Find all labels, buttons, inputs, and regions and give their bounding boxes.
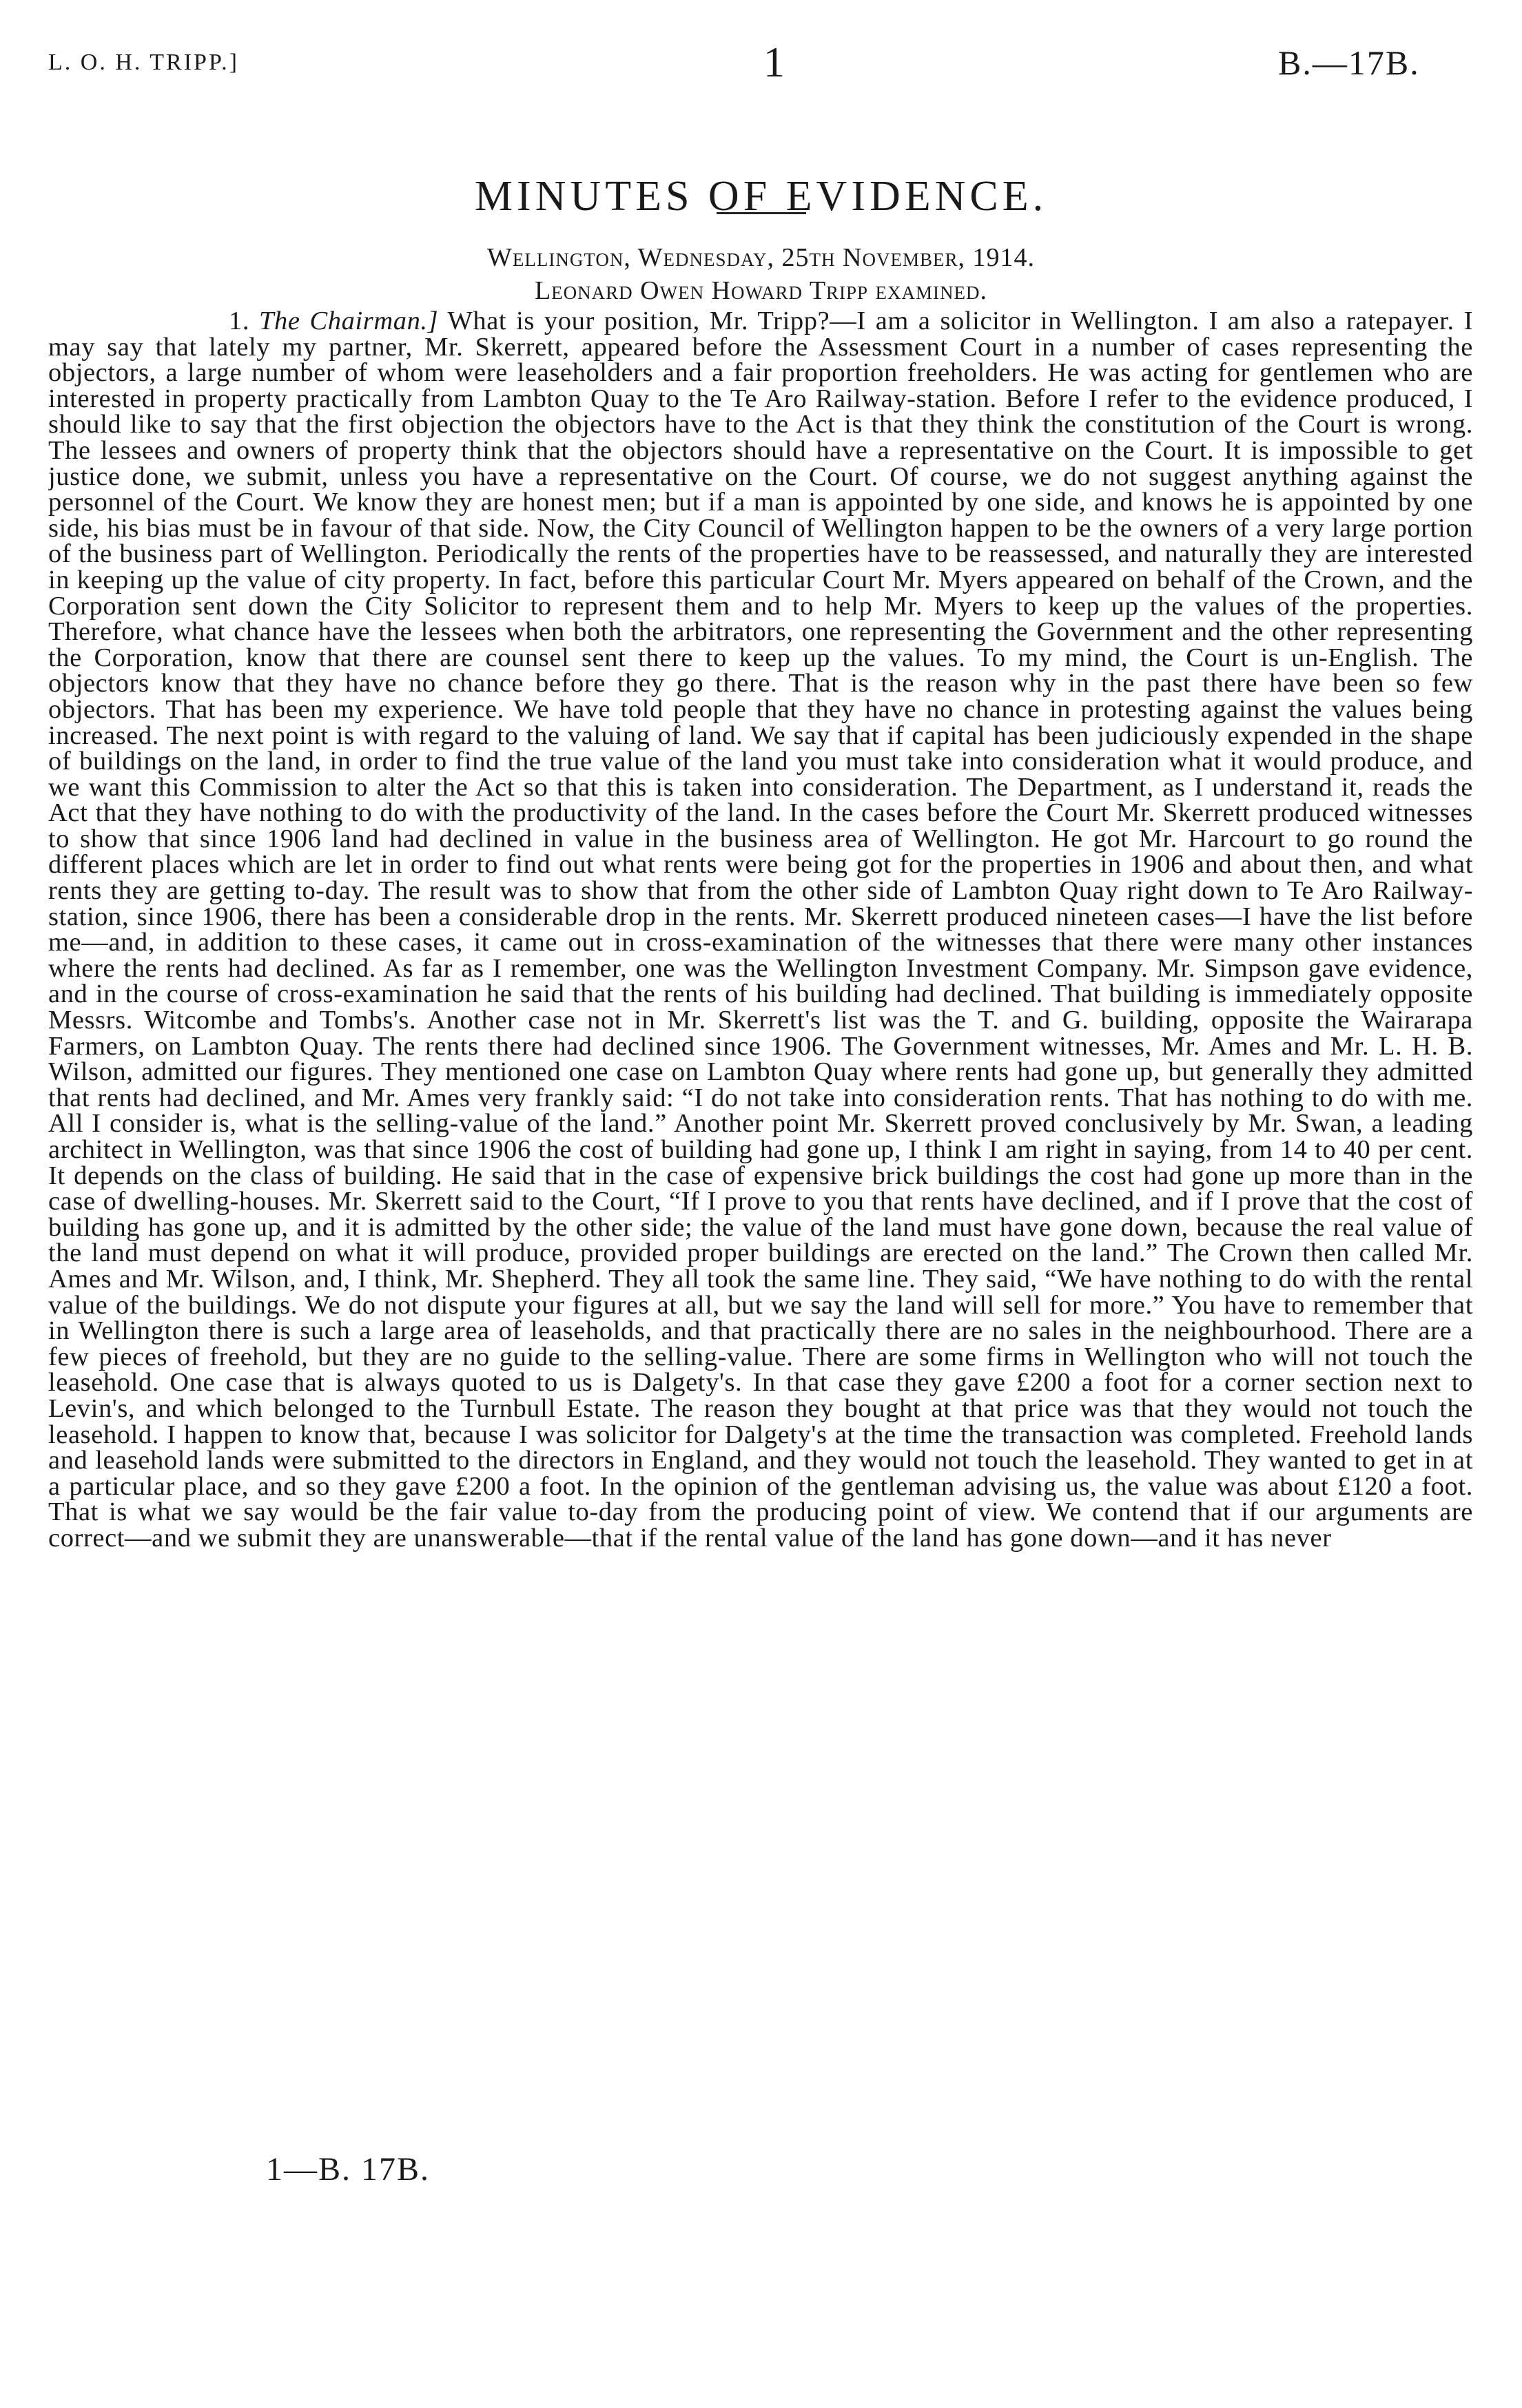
dateline: Wellington, Wednesday, 25th November, 1914. xyxy=(487,243,1035,272)
footer-signature: 1—B. 17B. xyxy=(266,2151,431,2188)
witness-heading: Leonard Owen Howard Tripp examined. xyxy=(534,276,988,305)
paragraph-number: 1. xyxy=(229,309,250,335)
evidence-paragraph xyxy=(48,309,1473,2127)
paragraph-text: What is your position, Mr. Tripp?—I am a solicitor in Wellington. I am also a ratepayer. I may say that lately my partner, Mr. Skerrett, appeared before the Assessment Court in a number of cases representing the objectors, a large number of whom were leaseholders and a fair proportion freeholders. He was acting for gentlemen who are interested in property practically from Lambton Quay to the Te Aro Railway-station. Before I refer to the evidence produced, I should like to say that the first objection the objectors have to the Act is that they think the constitution of the Court is wrong. The lessees and owners of property think that the objectors should have a representative on the Court. It is impossible to get justice done, we submit, unless you have a representative on the Court. Of course, we do not suggest anything against the personnel of the Court. We know they are honest men; but if a man is appointed by one side, and knows he is appointed by one side, his bias must be in favour of that side. Now, the City Council of Wellington happen to be the owners of a very large portion of the business part of Wellington. Periodically the rents of the properties have to be reassessed, and naturally they are interested in keeping up the value of city property. In fact, before this particular Court Mr. Myers appeared on behalf of the Crown, and the Corporation sent down the City Solicitor to represent them and to help Mr. Myers to keep up the values of the properties. Therefore, what chance have the lessees when both the arbitrators, one representing the Government and the other representing the Corporation, know that there are counsel sent there to keep up the values. To my mind, the Court is un-English. The objectors know that they have no chance before they go there. That is the reason why in the past there have been so few objectors. That has been my experience. We have told people that they have no chance in protesting against the values being increased. The next point is with regard to the valuing of land. We say that if capital has been judiciously expended in the shape of buildings on the land, in order to find the true value of the land you must take into consideration what it would produce, and we want this Commission to alter the Act so that this is taken into consideration. The Department, as I understand it, reads the Act that they have nothing to do with the productivity of the land. In the cases before the Court Mr. Skerrett produced witnesses to show that since 1906 land had declined in value in the business area of Wellington. He got Mr. Harcourt to go round the different places which are let in order to find out what rents were being got for the properties in 1906 and about then, and what rents they are getting to-day. The result was to show that from the other side of Lambton Quay right down to Te Aro Railway-station, since 1906, there has been a considerable drop in the rents. Mr. Skerrett produced nineteen cases—I have the list before me—and, in addition to these cases, it came out in cross-examination of the witnesses that there were many other instances where the rents had declined. As far as I remember, one was the Wellington Investment Company. Mr. Simpson gave evidence, and in the course of cross-examination he said that the rents of his building had declined. That building is immediately opposite Messrs. Witcombe and Tombs's. Another case not in Mr. Skerrett's list was the T. and G. building, opposite the Wairarapa Farmers, on Lambton Quay. The rents there had declined since 1906. The Government witnesses, Mr. Ames and Mr. L. H. B. Wilson, admitted our figures. They mentioned one case on Lambton Quay where rents had gone up, but generally they admitted that rents had declined, and Mr. Ames very frankly said: “I do not take into consideration rents. That has nothing to do with me. All I consider is, what is the selling-value of the land.” Another point Mr. Skerrett proved conclusively by Mr. Swan, a leading architect in Wellington, was that since 1906 the cost of building had gone up, I think I am right in saying, from 14 to 40 per cent. It depends on the class of building. He said that in the case of expensive brick buildings the cost had gone up more than in the case of dwelling-houses. Mr. Skerrett said to the Court, “If I prove to you that rents have declined, and if I prove that the cost of building has gone up, and it is admitted by the other side; the value of the land must have gone down, because the real value of the land must depend on what it will produce, provided proper buildings are erected on the land.” The Crown then called Mr. Ames and Mr. Wilson, and, I think, Mr. Shepherd. They all took the same line. They said, “We have nothing to do with the rental value of the buildings. We do not dispute your figures at all, but we say the land will sell for more.” You have to remember that in Wellington there is such a large area of leaseholds, and that practically there are no sales in the neighbourhood. There are a few pieces of freehold, but they are no guide to the selling-value. There are some firms in Wellington who will not touch the leasehold. One case that is always quoted to us is Dalgety's. In that case they gave £200 a foot for a corner section next to Levin's, and which belonged to the Turnbull Estate. The reason they bought at that price was that they would not touch the leasehold. I happen to know that, because I was solicitor for Dalgety's at the time the transaction was completed. Freehold lands and leasehold lands were submitted to the directors in England, and they would not touch the leasehold. They wanted to get in at a particular place, and so they gave £200 a foot. In the opinion of the gentleman advising us, the value was about £120 a foot. That is what we say would be the fair value to-day from the producing point of view. We contend that if our arguments are correct—and we submit they are unanswerable—that if the rental value of the land has gone down—and it has never xyxy=(48,309,1473,1553)
speaker-label: The Chairman.] xyxy=(259,309,439,335)
page-number: 1 xyxy=(763,39,785,86)
header-witness-name: L. O. H. TRIPP.] xyxy=(48,50,239,75)
page-title: MINUTES OF EVIDENCE. xyxy=(474,172,1048,220)
title-divider xyxy=(717,212,806,214)
document-reference: B.—17B. xyxy=(1278,43,1420,82)
